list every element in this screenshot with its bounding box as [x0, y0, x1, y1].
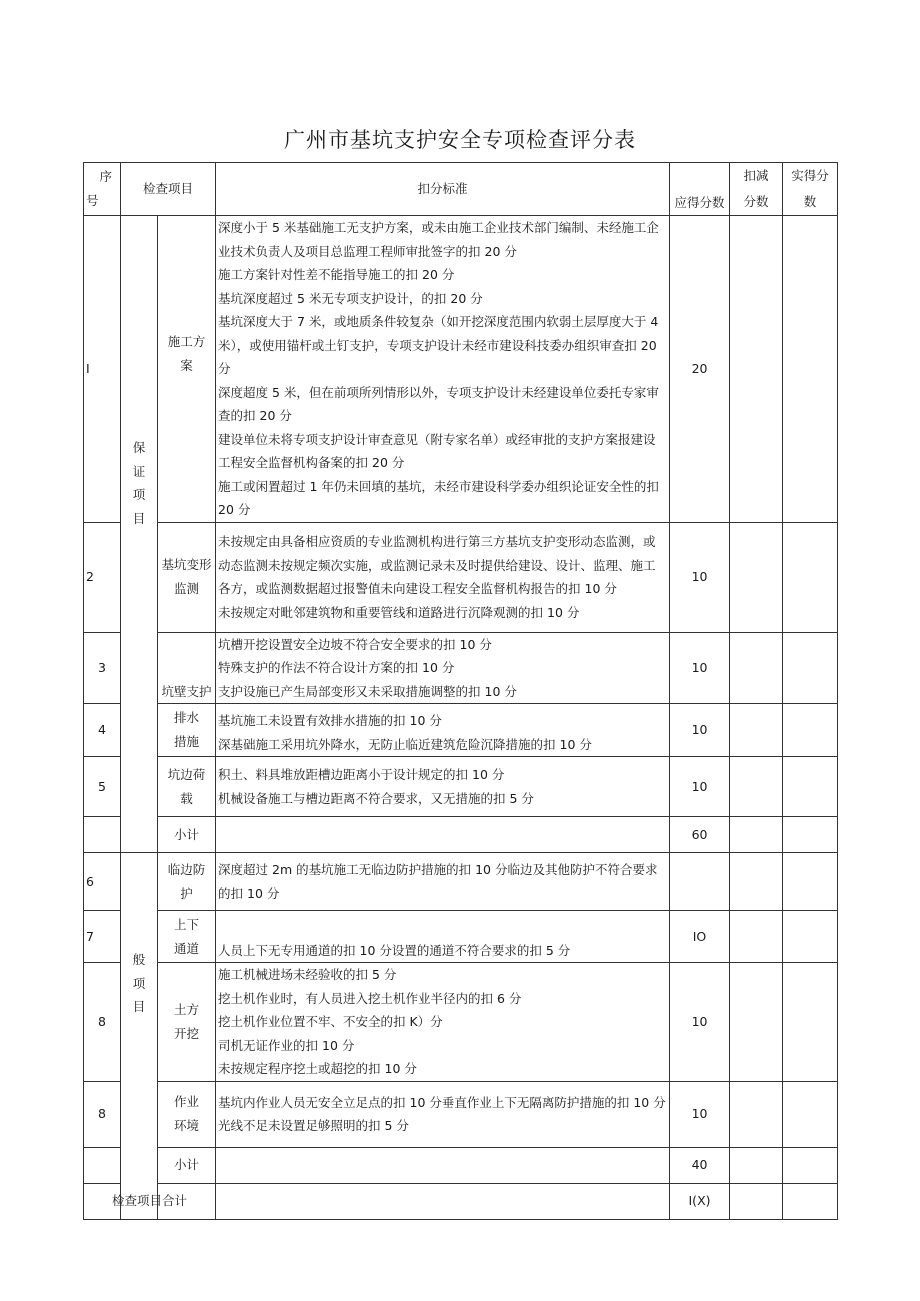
row-standards — [216, 757, 670, 817]
row-item-line: 基坑变形 — [161, 557, 212, 572]
total-score: I(X) — [670, 1183, 730, 1219]
row-no: 2 — [84, 522, 121, 632]
total-actual[interactable] — [783, 1183, 838, 1219]
row-item-line: 土方 — [174, 1001, 200, 1017]
row-deduct[interactable] — [730, 704, 783, 757]
header-standard: 扣分标准 — [216, 163, 670, 216]
standard-line: 深基础施工采用坑外降水，无防止临近建筑危险沉降措施的扣 10 分 — [218, 736, 592, 752]
group-char: 证 — [132, 463, 146, 479]
group-guarantee — [121, 216, 158, 853]
row-score: 10 — [670, 963, 730, 1082]
row-actual[interactable] — [783, 216, 838, 523]
total-standards — [216, 1183, 670, 1219]
table-row — [84, 216, 838, 523]
row-score: 20 — [670, 216, 730, 523]
standard-line: 未按规定程序挖土或超挖的扣 10 分 — [218, 1061, 417, 1076]
row-actual[interactable] — [783, 522, 838, 632]
row-item: 小计 — [158, 817, 216, 853]
standard-line: 司机无证作业的扣 10 分 — [218, 1037, 355, 1053]
standard-line: 施工机械进场未经验收的扣 5 分 — [218, 967, 397, 982]
standard-line: 施工方案针对性差不能指导施工的扣 20 分 — [218, 267, 455, 282]
row-score: 10 — [670, 632, 730, 704]
row-no: 8 — [84, 963, 121, 1082]
row-item-line: 开挖 — [174, 1025, 200, 1041]
standard-line: 挖土机作业时，有人员进入挖土机作业半径内的扣 6 分 — [218, 990, 522, 1006]
group-general — [121, 853, 158, 1220]
standard-line: 建设单位未将专项支护设计审查意见（附专家名单）或经审批的支护方案报建设工程安全监督机构备案的扣 20 分 — [218, 431, 656, 470]
row-item-line: 上下 — [174, 916, 200, 932]
row-score — [670, 853, 730, 911]
row-no: 4 — [84, 704, 121, 757]
row-score: 40 — [670, 1147, 730, 1183]
row-item — [158, 1081, 216, 1147]
subtotal-row — [84, 1147, 838, 1183]
standard-line: 深度小于 5 米基础施工无支护方案，或未由施工企业技术部门编制、未经施工企业技术负责人及项目总监理工程师审批签字的扣 20 分 — [218, 220, 659, 259]
row-item-line: 坑壁支护 — [161, 683, 212, 699]
table-row — [84, 522, 838, 632]
row-item-line: 排水 — [174, 710, 200, 725]
row-actual[interactable] — [783, 853, 838, 911]
row-item-line: 护 — [180, 885, 193, 901]
row-score: 60 — [670, 817, 730, 853]
row-deduct[interactable] — [730, 757, 783, 817]
row-item-line: 措施 — [174, 734, 200, 749]
standard-line: 挖土机作业位置不牢、不安全的扣 K）分 — [218, 1014, 443, 1029]
row-no: 7 — [84, 911, 121, 963]
standard-line: 基坑内作业人员无安全立足点的扣 10 分垂直作业上下无隔离防护措施的扣 10 分光线不足未设置足够照明的扣 5 分 — [218, 1094, 666, 1133]
group-char: 目 — [132, 510, 146, 526]
standard-line: 深度超度 5 米，但在前项所列情形以外，专项支护设计未经建设单位委托专家审查的扣 20 分 — [218, 384, 659, 423]
row-item-line: 作业 — [174, 1094, 200, 1109]
standard-line: 人员上下无专用通道的扣 10 分设置的通道不符合要求的扣 5 分 — [218, 942, 571, 958]
row-deduct[interactable] — [730, 817, 783, 853]
row-item — [158, 216, 216, 523]
table-row — [84, 1081, 838, 1147]
score-table — [83, 162, 838, 1220]
row-standards — [216, 911, 670, 963]
row-actual[interactable] — [783, 1147, 838, 1183]
standard-line: 坑槽开挖设置安全边坡不符合安全要求的扣 10 分 — [218, 636, 492, 652]
row-score: 10 — [670, 522, 730, 632]
header-no-bottom: 号 — [86, 193, 99, 208]
row-deduct[interactable] — [730, 216, 783, 523]
standard-line: 积土、料具堆放距槽边距离小于设计规定的扣 10 分 — [218, 767, 505, 782]
header-actual-top: 实得分 — [791, 168, 829, 183]
header-row — [84, 163, 838, 216]
header-no — [84, 163, 121, 216]
row-score: IO — [670, 911, 730, 963]
row-score: 10 — [670, 1081, 730, 1147]
row-deduct[interactable] — [730, 522, 783, 632]
total-deduct[interactable] — [730, 1183, 783, 1219]
row-deduct[interactable] — [730, 1081, 783, 1147]
row-deduct[interactable] — [730, 853, 783, 911]
row-deduct[interactable] — [730, 632, 783, 704]
row-no: 8 — [84, 1081, 121, 1147]
row-deduct[interactable] — [730, 1147, 783, 1183]
row-standards — [216, 963, 670, 1082]
row-actual[interactable] — [783, 632, 838, 704]
row-score: 10 — [670, 757, 730, 817]
header-full-score: 应得分数 — [670, 163, 730, 216]
standard-line: 基坑施工未设置有效排水措施的扣 10 分 — [218, 713, 442, 728]
row-standards — [216, 1081, 670, 1147]
row-item-line: 案 — [180, 358, 193, 373]
row-item — [158, 704, 216, 757]
row-standards — [216, 522, 670, 632]
row-deduct[interactable] — [730, 963, 783, 1082]
row-item — [158, 632, 216, 704]
row-actual[interactable] — [783, 963, 838, 1082]
row-standards — [216, 216, 670, 523]
header-deduct — [730, 163, 783, 216]
table-row — [84, 757, 838, 817]
row-no — [84, 1147, 121, 1183]
header-deduct-bottom: 分数 — [743, 194, 769, 209]
table-row — [84, 632, 838, 704]
row-item — [158, 963, 216, 1082]
row-no: I — [84, 216, 121, 523]
row-no: 3 — [84, 632, 121, 704]
standard-line: 未按规定由具备相应资质的专业监测机构进行第三方基坑支护变形动态监测，或动态监测未按规定频次实施，或监测记录未及时提供给建设、设计、监理、施工各方，或监测数据超过报警值未向建设工程安全监督机构报告的扣 10 分 — [218, 534, 656, 596]
row-item-line: 通道 — [174, 940, 200, 956]
total-label: 检查项目合计 — [84, 1183, 216, 1219]
standard-line: 机械设备施工与槽边距离不符合要求，又无措施的扣 5 分 — [218, 790, 534, 806]
subtotal-row — [84, 817, 838, 853]
row-item-line: 坑边荷 — [167, 766, 206, 782]
standard-line: 基坑深度大于 7 米，或地质条件较复杂（如开挖深度范围内软弱土层厚度大于 4 米），或使用锚杆或土钉支护，专项支护设计未经市建设科技委办组织审查扣 20 分 — [218, 314, 659, 376]
standard-line: 未按规定对毗邻建筑物和重要管线和道路进行沉降观测的扣 10 分 — [218, 604, 580, 620]
standard-line: 支护设施已产生局部变形又未采取措施调整的扣 10 分 — [218, 683, 517, 699]
group-char: 项 — [132, 975, 146, 991]
row-item — [158, 522, 216, 632]
row-item-line: 临边防 — [167, 861, 206, 877]
row-actual[interactable] — [783, 757, 838, 817]
row-no — [84, 817, 121, 853]
page-title: 广州市基坑支护安全专项检查评分表 — [284, 128, 636, 152]
standard-line: 施工或闲置超过 1 年仍未回填的基坑，未经市建设科学委办组织论证安全性的扣 20 分 — [218, 478, 659, 517]
table-row — [84, 963, 838, 1082]
row-no: 6 — [84, 853, 121, 911]
header-actual — [783, 163, 838, 216]
row-standards — [216, 632, 670, 704]
header-deduct-top: 扣减 — [743, 168, 769, 183]
table-row — [84, 704, 838, 757]
row-score: 10 — [670, 704, 730, 757]
row-item-line: 载 — [180, 790, 193, 806]
standard-line: 深度超过 2m 的基坑施工无临边防护措施的扣 10 分临边及其他防护不符合要求的扣 10 分 — [218, 862, 658, 901]
row-item — [158, 853, 216, 911]
row-deduct[interactable] — [730, 911, 783, 963]
standard-line: 特殊支护的作法不符合设计方案的扣 10 分 — [218, 660, 455, 675]
table-row — [84, 853, 838, 911]
row-actual[interactable] — [783, 817, 838, 853]
row-actual[interactable] — [783, 704, 838, 757]
standard-line: 基坑深度超过 5 米无专项支护设计，的扣 20 分 — [218, 290, 483, 306]
group-char: 目 — [132, 999, 146, 1014]
table-row — [84, 911, 838, 963]
header-item: 检查项目 — [121, 163, 216, 216]
row-actual[interactable] — [783, 1081, 838, 1147]
total-row — [84, 1183, 838, 1219]
group-char: 般 — [132, 952, 146, 967]
row-item-line: 环境 — [174, 1118, 200, 1133]
row-item-line: 施工方 — [167, 334, 206, 349]
row-item-line: 监测 — [174, 581, 200, 596]
row-standards — [216, 853, 670, 911]
row-no: 5 — [84, 757, 121, 817]
group-char: 保 — [132, 440, 146, 455]
header-no-top: 序 — [99, 169, 112, 184]
header-actual-bottom: 数 — [803, 194, 817, 209]
row-actual[interactable] — [783, 911, 838, 963]
group-char: 项 — [132, 487, 146, 502]
row-item — [158, 911, 216, 963]
row-item — [158, 757, 216, 817]
row-standards — [216, 817, 670, 853]
row-item: 小计 — [158, 1147, 216, 1183]
row-standards — [216, 1147, 670, 1183]
row-standards — [216, 704, 670, 757]
